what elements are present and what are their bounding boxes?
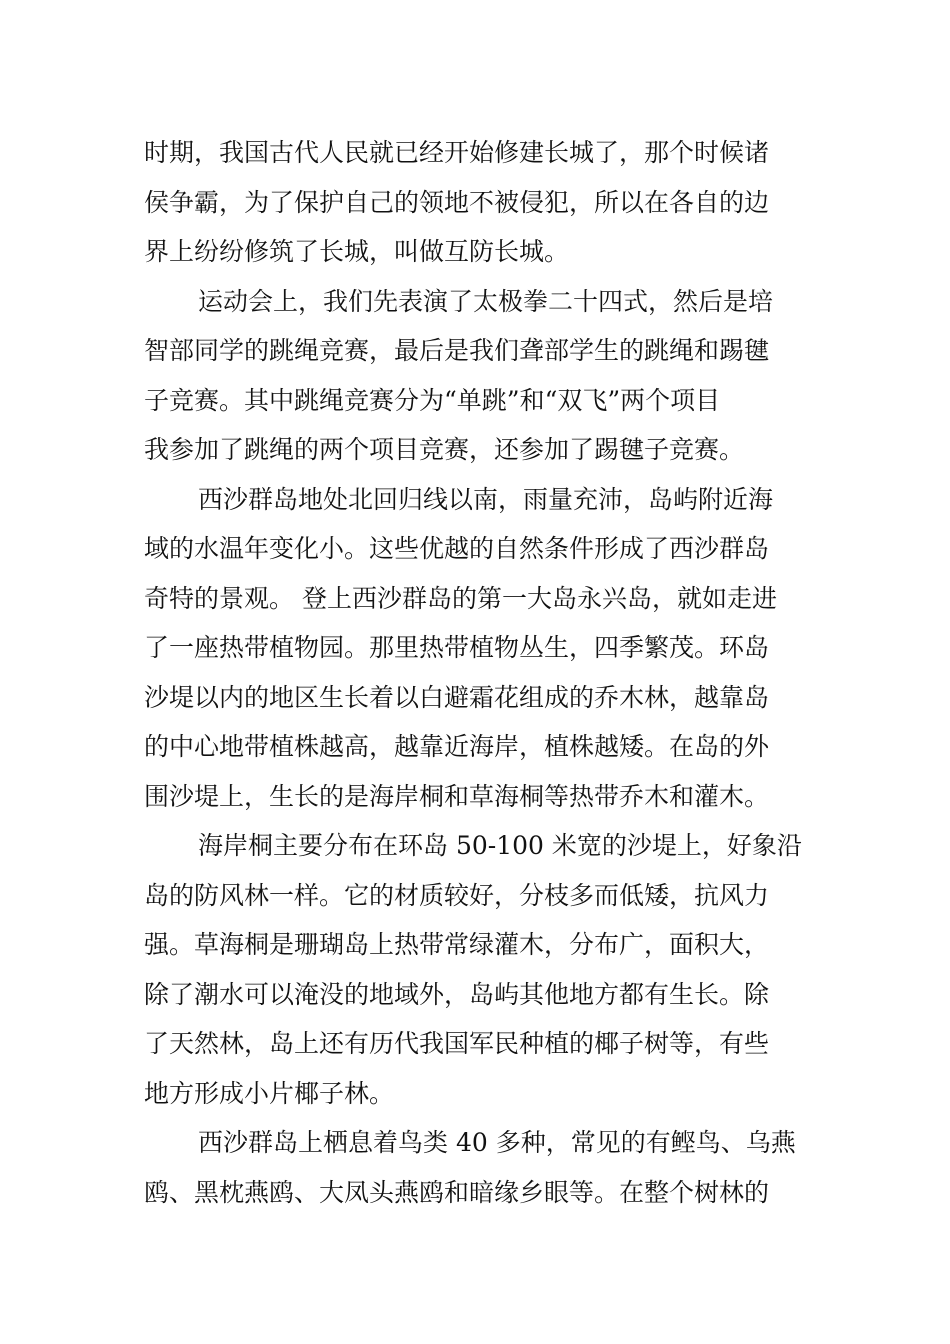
text-line: 运动会上，我们先表演了太极拳二十四式，然后是培 xyxy=(198,286,774,316)
paragraph-coastal-trees xyxy=(144,821,808,1118)
text-line: 域的水温年变化小。这些优越的自然条件形成了西沙群岛 xyxy=(144,534,770,563)
text-line: 的中心地带植株越高，越靠近海岸，植株越矮。在岛的外 xyxy=(144,732,770,761)
text-line: 智部同学的跳绳竞赛，最后是我们聋部学生的跳绳和踢毽 xyxy=(144,336,770,365)
text-line: 西沙群岛上栖息着鸟类 40 多种，常见的有鲣鸟、乌燕 xyxy=(198,1128,796,1157)
text-line: 围沙堤上，生长的是海岸桐和草海桐等热带乔木和灌木。 xyxy=(144,781,770,811)
paragraph-sports-meet xyxy=(144,277,808,475)
text-line: 侯争霸，为了保护自己的领地不被侵犯，所以在各自的边 xyxy=(144,187,770,217)
text-line: 沙堤以内的地区生长着以白避霜花组成的乔木林，越靠岛 xyxy=(144,682,770,712)
text-line: 界上纷纷修筑了长城，叫做互防长城。 xyxy=(144,237,570,266)
text-line: 时期，我国古代人民就已经开始修建长城了，那个时候诸 xyxy=(144,138,770,167)
text-line: 了天然林，岛上还有历代我国军民种植的椰子树等，有些 xyxy=(144,1029,770,1058)
paragraph-xisha-climate xyxy=(144,475,808,822)
paragraph-birds xyxy=(144,1118,808,1217)
paragraph-great-wall xyxy=(144,128,808,277)
text-line: 海岸桐主要分布在环岛 50-100 米宽的沙堤上，好象沿 xyxy=(198,831,802,860)
text-line: 地方形成小片椰子林。 xyxy=(144,1078,395,1108)
document-page xyxy=(144,128,808,1217)
text-line: 鸥、黑枕燕鸥、大凤头燕鸥和暗缘乡眼等。在整个树林的 xyxy=(144,1177,770,1207)
text-line: 我参加了跳绳的两个项目竞赛，还参加了踢毽子竞赛。 xyxy=(144,435,745,464)
text-line: 了一座热带植物园。那里热带植物丛生，四季繁茂。环岛 xyxy=(144,633,770,662)
text-line: 除了潮水可以淹没的地域外，岛屿其他地方都有生长。除 xyxy=(144,979,770,1009)
text-line: 子竞赛。其中跳绳竞赛分为“单跳”和“双飞”两个项目 xyxy=(144,385,721,415)
text-line: 奇特的景观。 登上西沙群岛的第一大岛永兴岛，就如走进 xyxy=(144,583,777,613)
text-line: 岛的防风林一样。它的材质较好，分枝多而低矮，抗风力 xyxy=(144,880,770,910)
text-line: 西沙群岛地处北回归线以南，雨量充沛，岛屿附近海 xyxy=(198,484,774,514)
text-line: 强。草海桐是珊瑚岛上热带常绿灌木，分布广，面积大， xyxy=(144,930,770,959)
